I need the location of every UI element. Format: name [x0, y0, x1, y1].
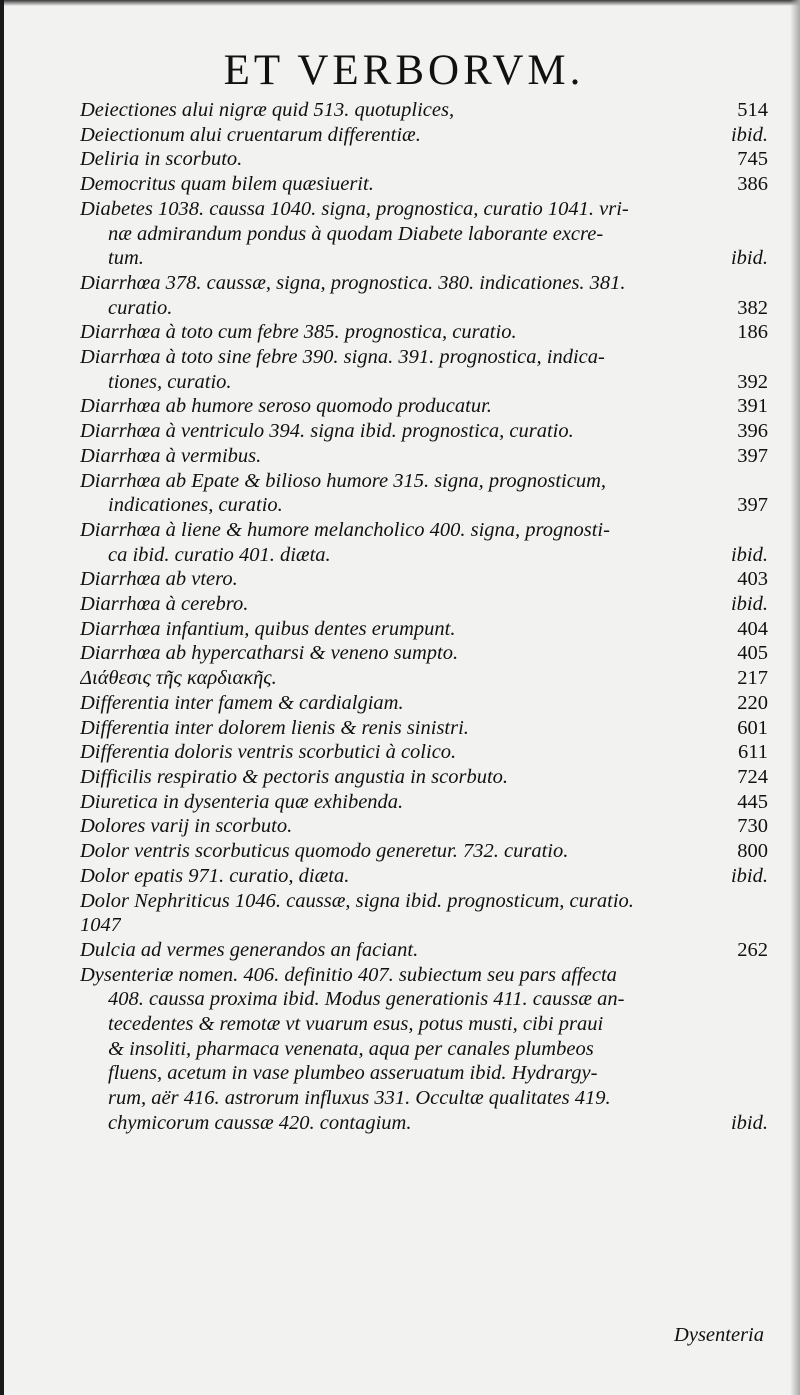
index-entry — [80, 147, 768, 172]
page-number: 800 — [737, 840, 768, 863]
index-entry — [80, 567, 768, 592]
entry-text: 1047 — [80, 914, 121, 937]
entry-text: Dysenteriæ nomen. 406. definitio 407. subiectum seu pars affecta — [80, 963, 617, 986]
index-entry — [80, 320, 768, 345]
entry-line — [80, 987, 768, 1012]
entry-text: indicationes, curatio. — [108, 494, 283, 517]
index-entry — [80, 98, 768, 123]
entry-text: Diarrhœa ab vtero. — [80, 568, 238, 591]
entry-text: Difficilis respiratio & pectoris angustia in scorbuto. — [80, 765, 509, 788]
entry-text: fluens, acetum in vase plumbeo asseruatum ibid. Hydrargy- — [108, 1062, 598, 1085]
entry-text: Diarrhœa à cerebro. — [80, 593, 249, 616]
index-entry — [80, 790, 768, 815]
entry-text: Deiectionum alui cruentarum differentiæ. — [80, 123, 421, 146]
entry-text: Διάθεσις τῆς καρδιακῆς. — [80, 667, 277, 690]
entry-text: Diarrhœa à liene & humore melancholico 400. signa, prognosti- — [80, 518, 610, 541]
entry-line — [80, 345, 768, 370]
entry-line — [80, 617, 768, 642]
index-entry — [80, 641, 768, 666]
entry-text: & insoliti, pharmaca venenata, aqua per canales plumbeos — [108, 1037, 594, 1060]
index-entry — [80, 740, 768, 765]
page-number: 217 — [737, 667, 768, 690]
entry-line — [80, 592, 768, 617]
entry-line — [80, 839, 768, 864]
entry-text: Diarrhœa à toto cum febre 385. prognostica, curatio. — [80, 321, 517, 344]
entry-line — [80, 963, 768, 988]
index-entry — [80, 864, 768, 889]
page-number: 397 — [737, 494, 768, 517]
page-number: 730 — [737, 815, 768, 838]
index-entry — [80, 666, 768, 691]
entry-line — [80, 1111, 768, 1136]
entry-line — [80, 641, 768, 666]
entry-text: rum, aër 416. astrorum influxus 331. Occultæ qualitates 419. — [108, 1087, 611, 1110]
entry-line — [80, 913, 768, 938]
page-top-shadow — [4, 0, 800, 6]
index-entry — [80, 469, 768, 518]
entry-text: Differentia inter famem & cardialgiam. — [80, 691, 404, 714]
index-entry — [80, 123, 768, 148]
entry-text: Dolor ventris scorbuticus quomodo generetur. 732. curatio. — [80, 840, 569, 863]
entry-text: Dolores varij in scorbuto. — [80, 815, 293, 838]
page-number: 386 — [737, 173, 768, 196]
entry-line — [80, 394, 768, 419]
index-entry — [80, 592, 768, 617]
entry-text: tum. — [108, 247, 144, 270]
entry-line — [80, 1037, 768, 1062]
page-number: 601 — [737, 716, 768, 739]
page-number: 391 — [737, 395, 768, 418]
page-number: 186 — [737, 321, 768, 344]
catchword: Dysenteria — [674, 1324, 764, 1346]
index-entry — [80, 814, 768, 839]
entry-line — [80, 716, 768, 741]
index-entry — [80, 197, 768, 271]
entry-line — [80, 271, 768, 296]
entry-line — [80, 567, 768, 592]
entry-text: Differentia doloris ventris scorbutici à colico. — [80, 741, 457, 764]
index-entry — [80, 938, 768, 963]
index-entry — [80, 889, 768, 938]
index-entry — [80, 394, 768, 419]
page-right-shadow — [790, 0, 800, 1395]
index-entry — [80, 839, 768, 864]
page-number: ibid. — [730, 247, 768, 270]
page-number: 514 — [737, 99, 768, 121]
entry-line — [80, 765, 768, 790]
entry-text: Diarrhœa infantium, quibus dentes erumpunt. — [80, 617, 456, 640]
page-number: 397 — [737, 444, 768, 467]
entry-text: Deiectiones alui nigræ quid 513. quotuplices, — [80, 99, 455, 121]
entry-text: Deliria in scorbuto. — [80, 148, 243, 171]
entry-line — [80, 691, 768, 716]
entry-text: Diarrhœa ab hypercatharsi & veneno sumpto. — [80, 642, 459, 665]
page-number: 745 — [737, 148, 768, 171]
index-entry — [80, 419, 768, 444]
index-entry — [80, 617, 768, 642]
entry-text: chymicorum caussæ 420. contagium. — [108, 1111, 412, 1134]
entry-line — [80, 469, 768, 494]
page-number: 403 — [737, 568, 768, 591]
index-entry — [80, 691, 768, 716]
running-header: ET VERBORVM. — [223, 47, 585, 94]
page-number: ibid. — [730, 543, 768, 566]
entry-text: Dulcia ad vermes generandos an faciant. — [80, 938, 419, 961]
entry-line — [80, 814, 768, 839]
entry-text: Dolor Nephriticus 1046. caussæ, signa ibid. prognosticum, curatio. — [80, 889, 634, 912]
entry-text: Diarrhœa à vermibus. — [80, 444, 262, 467]
page-number: ibid. — [730, 864, 768, 887]
index-entry — [80, 518, 768, 567]
index-entry — [80, 444, 768, 469]
entry-text: Democritus quam bilem quæsiuerit. — [80, 173, 374, 196]
page-number: 382 — [737, 296, 768, 319]
entry-text: Diabetes 1038. caussa 1040. signa, prognostica, curatio 1041. vri- — [80, 197, 629, 220]
entry-line — [80, 1086, 768, 1111]
page-number: 220 — [737, 691, 768, 714]
index-entry — [80, 963, 768, 1136]
page-number: 262 — [737, 938, 768, 961]
entry-line — [80, 246, 768, 271]
index-entry — [80, 765, 768, 790]
entry-line — [80, 444, 768, 469]
entry-text: Diarrhœa à ventriculo 394. signa ibid. prognostica, curatio. — [80, 420, 574, 443]
entry-line — [80, 889, 768, 914]
page-number: ibid. — [730, 1111, 768, 1134]
entry-line — [80, 543, 768, 568]
entry-text: næ admirandum pondus à quodam Diabete laborante excre- — [108, 222, 604, 245]
entry-text: ca ibid. curatio 401. diæta. — [108, 543, 331, 566]
entry-line — [80, 790, 768, 815]
entry-line — [80, 740, 768, 765]
entry-line — [80, 296, 768, 321]
index-entry — [80, 716, 768, 741]
entry-text: Diuretica in dysenteria quæ exhibenda. — [80, 790, 404, 813]
entry-line — [80, 419, 768, 444]
entry-text: curatio. — [108, 296, 173, 319]
entry-text: Diarrhœa 378. caussæ, signa, prognostica. 380. indicationes. 381. — [80, 271, 626, 294]
entry-line — [80, 172, 768, 197]
entry-line — [80, 518, 768, 543]
entry-text: Diarrhœa ab humore seroso quomodo producatur. — [80, 395, 492, 418]
entry-line — [80, 666, 768, 691]
entry-line — [80, 320, 768, 345]
index-entry — [80, 271, 768, 320]
entry-line — [80, 197, 768, 222]
entry-text: Differentia inter dolorem lienis & renis sinistri. — [80, 716, 469, 739]
entry-line — [80, 493, 768, 518]
page-number: ibid. — [730, 123, 768, 146]
entry-line — [80, 147, 768, 172]
entry-line — [80, 123, 768, 148]
page-number: 445 — [737, 790, 768, 813]
entry-line — [80, 98, 768, 123]
entry-line — [80, 222, 768, 247]
page-number: 404 — [737, 617, 768, 640]
entry-text: tiones, curatio. — [108, 370, 232, 393]
page-number: 724 — [737, 765, 768, 788]
entry-line — [80, 938, 768, 963]
index-entry — [80, 172, 768, 197]
index-entries — [80, 98, 768, 1136]
entry-text: Diarrhœa à toto sine febre 390. signa. 391. prognostica, indica- — [80, 346, 605, 369]
page-number: 611 — [738, 741, 768, 764]
page-number: ibid. — [730, 593, 768, 616]
entry-text: tecedentes & remotæ vt vuarum esus, potus musti, cibi praui — [108, 1013, 604, 1036]
entry-text: Dolor epatis 971. curatio, diæta. — [80, 864, 350, 887]
page-number: 396 — [737, 420, 768, 443]
entry-line — [80, 864, 768, 889]
page-number: 405 — [737, 642, 768, 665]
entry-line — [80, 370, 768, 395]
entry-line — [80, 1061, 768, 1086]
entry-text: Diarrhœa ab Epate & bilioso humore 315. signa, prognosticum, — [80, 469, 606, 492]
page-number: 392 — [737, 370, 768, 393]
entry-line — [80, 1012, 768, 1037]
entry-text: 408. caussa proxima ibid. Modus generationis 411. caussæ an- — [108, 988, 625, 1011]
index-entry — [80, 345, 768, 394]
